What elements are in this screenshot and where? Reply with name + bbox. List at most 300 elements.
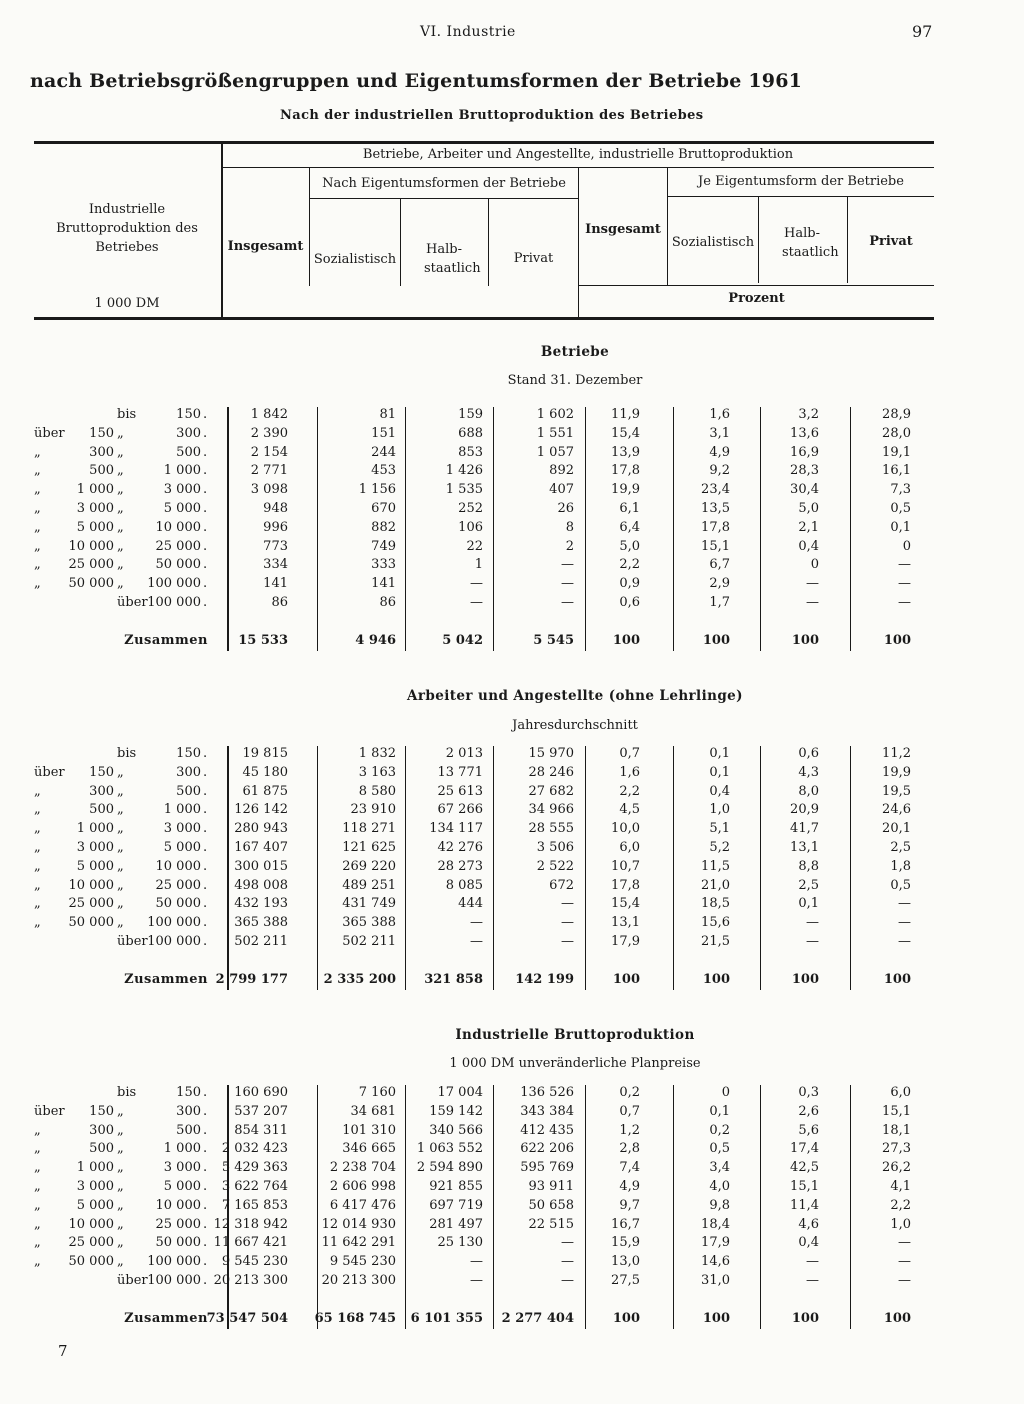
size-prefix: „: [34, 1235, 41, 1251]
pct-insgesamt: 10,7: [611, 858, 640, 874]
pct-privat: —: [898, 896, 911, 912]
header-divider-stub: [221, 144, 223, 318]
pct-insgesamt: 0,2: [619, 1085, 640, 1100]
total-pct-halbstaatlich: 100: [791, 633, 819, 648]
value-privat: 2: [565, 538, 574, 554]
pct-halbstaatlich: 20,9: [790, 802, 819, 818]
size-connector: „: [117, 1103, 124, 1119]
total-pct-halbstaatlich: 100: [791, 972, 819, 987]
size-connector: „: [117, 1235, 124, 1251]
pct-privat: 7,3: [890, 482, 911, 498]
value-halbstaatlich: —: [470, 934, 483, 949]
pct-insgesamt: 6,4: [619, 519, 640, 535]
pct-halbstaatlich: 8,8: [798, 858, 819, 874]
size-upper-bound: 150: [176, 407, 201, 422]
size-upper-bound: 500: [176, 1122, 201, 1138]
pct-halbstaatlich: 8,0: [798, 783, 819, 799]
value-sozialistisch: 7 160: [358, 1085, 396, 1100]
section-subtitle: Jahresdurchschnitt: [512, 718, 638, 733]
leader-dot: .: [203, 764, 208, 780]
table-row: [0, 405, 1024, 424]
pct-sozialistisch: 5,1: [709, 821, 730, 837]
value-insgesamt: 773: [263, 538, 288, 554]
value-privat: —: [561, 576, 574, 592]
table-row: [0, 763, 1024, 782]
size-lower-bound: 500: [89, 1141, 114, 1157]
size-connector: bis: [117, 1085, 137, 1100]
size-lower-bound: 50 000: [68, 576, 114, 592]
size-upper-bound: 25 000: [155, 877, 201, 893]
table-row: [0, 1233, 1024, 1252]
value-halbstaatlich: 2 013: [445, 746, 483, 761]
value-sozialistisch: 1 832: [358, 746, 396, 761]
value-sozialistisch: 6 417 476: [329, 1197, 396, 1213]
total-pct-sozialistisch: 100: [702, 633, 730, 648]
pct-halbstaatlich: 0,1: [798, 896, 819, 912]
pct-sozialistisch: 11,5: [701, 858, 730, 874]
leader-dot: .: [203, 407, 208, 422]
pct-insgesamt: 11,9: [611, 407, 640, 422]
value-sozialistisch: 269 220: [342, 858, 396, 874]
value-halbstaatlich: 921 855: [429, 1179, 483, 1194]
pct-privat: —: [898, 1235, 911, 1251]
value-insgesamt: 1 842: [250, 407, 288, 422]
value-sozialistisch: 151: [371, 425, 396, 441]
pct-privat: 19,1: [882, 444, 911, 460]
leader-dot: .: [203, 1085, 208, 1100]
value-insgesamt: 2 032 423: [221, 1141, 288, 1157]
pct-privat: 24,6: [882, 802, 911, 818]
size-connector: über: [117, 595, 148, 610]
value-insgesamt: 160 690: [234, 1085, 288, 1100]
value-privat: 1 602: [536, 407, 574, 422]
size-prefix: „: [34, 840, 41, 855]
pct-sozialistisch: 18,5: [701, 896, 730, 912]
col-header-pct-privat: Privat: [869, 234, 913, 249]
pct-insgesamt: 2,2: [619, 557, 640, 573]
pct-privat: 28,9: [882, 407, 911, 422]
pct-insgesamt: 13,9: [611, 444, 640, 460]
pct-sozialistisch: 23,4: [701, 482, 730, 498]
pct-insgesamt: 0,9: [619, 576, 640, 592]
pct-insgesamt: 15,9: [611, 1235, 640, 1251]
leader-dot: .: [203, 538, 208, 554]
total-insgesamt: 2 799 177: [215, 972, 288, 987]
value-insgesamt: 12 318 942: [213, 1216, 288, 1232]
pct-halbstaatlich: —: [806, 1273, 819, 1288]
pct-privat: 28,0: [882, 425, 911, 441]
pct-insgesamt: 2,8: [619, 1141, 640, 1157]
pct-insgesamt: 1,6: [619, 764, 640, 780]
size-connector: „: [117, 802, 124, 818]
table-row: [0, 537, 1024, 556]
value-insgesamt: 3 098: [250, 482, 288, 498]
pct-sozialistisch: 5,2: [709, 840, 730, 855]
total-row: [0, 970, 1024, 989]
size-lower-bound: 150: [89, 764, 114, 780]
pct-privat: 26,2: [882, 1160, 911, 1176]
pct-sozialistisch: 31,0: [701, 1273, 730, 1288]
leader-dot: .: [203, 877, 208, 893]
size-connector: über: [117, 934, 148, 949]
table-row: [0, 480, 1024, 499]
leader-dot: .: [203, 1103, 208, 1119]
page-number: 97: [912, 22, 933, 41]
size-prefix: „: [34, 557, 41, 573]
value-halbstaatlich: 444: [458, 896, 483, 912]
value-halbstaatlich: —: [470, 915, 483, 931]
value-insgesamt: 2 154: [250, 444, 288, 460]
value-privat: 136 526: [520, 1085, 574, 1100]
size-prefix: „: [34, 1254, 41, 1270]
size-upper-bound: 500: [176, 783, 201, 799]
size-connector: „: [117, 896, 124, 912]
total-pct-sozialistisch: 100: [702, 972, 730, 987]
pct-halbstaatlich: 42,5: [790, 1160, 819, 1176]
value-privat: 622 206: [520, 1141, 574, 1157]
value-privat: 22 515: [528, 1216, 574, 1232]
pct-privat: 1,0: [890, 1216, 911, 1232]
pct-sozialistisch: 0,2: [709, 1122, 730, 1138]
col-header-pct-halbstaatlich: Halb-staatlich: [782, 226, 839, 260]
value-sozialistisch: 882: [371, 519, 396, 535]
size-upper-bound: 10 000: [155, 1197, 201, 1213]
pct-halbstaatlich: 0,3: [798, 1085, 819, 1100]
value-insgesamt: 86: [271, 595, 288, 610]
pct-insgesamt: 5,0: [619, 538, 640, 554]
pct-privat: 0,5: [890, 501, 911, 516]
pct-privat: 11,2: [882, 746, 911, 761]
value-sozialistisch: 81: [379, 407, 396, 422]
pct-sozialistisch: 3,4: [709, 1160, 730, 1176]
value-halbstaatlich: 853: [458, 444, 483, 460]
pct-halbstaatlich: 2,1: [798, 519, 819, 535]
leader-dot: .: [203, 425, 208, 441]
pct-insgesamt: 16,7: [611, 1216, 640, 1232]
section-title: Betriebe: [540, 344, 610, 360]
size-upper-bound: 1 000: [163, 802, 201, 818]
size-lower-bound: 300: [89, 783, 114, 799]
leader-dot: .: [203, 519, 208, 535]
pct-sozialistisch: 21,5: [701, 934, 730, 949]
value-sozialistisch: 2 238 704: [329, 1160, 396, 1176]
size-connector: bis: [117, 746, 137, 761]
value-sozialistisch: 2 606 998: [329, 1179, 396, 1194]
pct-privat: 2,2: [890, 1197, 911, 1213]
value-privat: 26: [557, 501, 574, 516]
size-prefix: „: [34, 821, 41, 837]
value-sozialistisch: 670: [371, 501, 396, 516]
value-insgesamt: 498 008: [234, 877, 288, 893]
size-upper-bound: 10 000: [155, 858, 201, 874]
value-insgesamt: 11 667 421: [213, 1235, 288, 1251]
total-insgesamt: 73 547 504: [206, 1311, 288, 1326]
pct-halbstaatlich: —: [806, 1254, 819, 1270]
value-insgesamt: 126 142: [234, 802, 288, 818]
table-row: [0, 819, 1024, 838]
size-connector: „: [117, 501, 124, 516]
total-pct-privat: 100: [883, 633, 911, 648]
value-sozialistisch: 749: [371, 538, 396, 554]
pct-halbstaatlich: 2,5: [798, 877, 819, 893]
size-lower-bound: 500: [89, 802, 114, 818]
value-halbstaatlich: 67 266: [437, 802, 483, 818]
size-upper-bound: 25 000: [155, 1216, 201, 1232]
leader-dot: .: [203, 482, 208, 498]
total-pct-halbstaatlich: 100: [791, 1311, 819, 1326]
size-upper-bound: 5 000: [163, 501, 201, 516]
col-header-pct-sozialistisch: Sozialistisch: [671, 235, 755, 250]
size-upper-bound: 500: [176, 444, 201, 460]
pct-insgesamt: 0,7: [619, 1103, 640, 1119]
value-sozialistisch: 23 910: [350, 802, 396, 818]
value-sozialistisch: 489 251: [342, 877, 396, 893]
table-row: [0, 1271, 1024, 1290]
value-halbstaatlich: 42 276: [437, 840, 483, 855]
pct-sozialistisch: 2,9: [709, 576, 730, 592]
size-upper-bound: 25 000: [155, 538, 201, 554]
size-upper-bound: 3 000: [163, 1160, 201, 1176]
running-head: VI. Industrie: [420, 24, 516, 40]
pct-halbstaatlich: 13,1: [790, 840, 819, 855]
header-divider-abs-group: [310, 198, 578, 199]
pct-insgesamt: 17,9: [611, 934, 640, 949]
pct-halbstaatlich: —: [806, 934, 819, 949]
table-row: [0, 894, 1024, 913]
pct-insgesamt: 13,0: [611, 1254, 640, 1270]
value-privat: —: [561, 915, 574, 931]
value-sozialistisch: 101 310: [342, 1122, 396, 1138]
section-subtitle: Stand 31. Dezember: [507, 373, 643, 388]
value-halbstaatlich: 1 535: [445, 482, 483, 498]
value-insgesamt: 2 771: [250, 463, 288, 479]
size-connector: „: [117, 519, 124, 535]
value-sozialistisch: 9 545 230: [329, 1254, 396, 1270]
value-sozialistisch: 12 014 930: [321, 1216, 396, 1232]
size-upper-bound: 300: [176, 764, 201, 780]
size-connector: „: [117, 1179, 124, 1194]
pct-sozialistisch: 14,6: [701, 1254, 730, 1270]
total-sozialistisch: 4 946: [355, 633, 396, 648]
size-prefix: „: [34, 576, 41, 592]
pct-privat: 0,1: [890, 519, 911, 535]
total-pct-sozialistisch: 100: [702, 1311, 730, 1326]
value-privat: 34 966: [528, 802, 574, 818]
pct-halbstaatlich: 4,6: [798, 1216, 819, 1232]
total-pct-insgesamt: 100: [612, 972, 640, 987]
section-title: Arbeiter und Angestellte (ohne Lehrlinge): [407, 688, 743, 704]
leader-dot: .: [203, 463, 208, 479]
value-halbstaatlich: 2 594 890: [416, 1160, 483, 1176]
leader-dot: .: [203, 821, 208, 837]
pct-insgesamt: 15,4: [611, 425, 640, 441]
size-prefix: „: [34, 1216, 41, 1232]
size-upper-bound: 150: [176, 1085, 201, 1100]
col-header-privat: Privat: [513, 251, 554, 266]
size-connector: „: [117, 821, 124, 837]
total-insgesamt: 15 533: [238, 633, 288, 648]
leader-dot: .: [203, 1179, 208, 1194]
table-row: [0, 518, 1024, 537]
size-connector: „: [117, 557, 124, 573]
size-connector: „: [117, 444, 124, 460]
pct-halbstaatlich: 28,3: [790, 463, 819, 479]
value-privat: 28 555: [528, 821, 574, 837]
table-row: [0, 1252, 1024, 1271]
value-halbstaatlich: 13 771: [437, 764, 483, 780]
pct-sozialistisch: 18,4: [701, 1216, 730, 1232]
size-connector: „: [117, 783, 124, 799]
value-halbstaatlich: —: [470, 1273, 483, 1288]
size-connector: „: [117, 1254, 124, 1270]
value-privat: 93 911: [528, 1179, 574, 1194]
pct-insgesamt: 17,8: [611, 877, 640, 893]
value-insgesamt: 432 193: [234, 896, 288, 912]
size-prefix: „: [34, 783, 41, 799]
value-sozialistisch: 431 749: [342, 896, 396, 912]
value-insgesamt: 167 407: [234, 840, 288, 855]
total-sozialistisch: 2 335 200: [323, 972, 396, 987]
value-halbstaatlich: 22: [466, 538, 483, 554]
size-prefix: „: [34, 802, 41, 818]
pct-privat: 20,1: [882, 821, 911, 837]
size-lower-bound: 3 000: [76, 840, 114, 855]
leader-dot: .: [203, 915, 208, 931]
pct-insgesamt: 4,9: [619, 1179, 640, 1194]
pct-halbstaatlich: 4,3: [798, 764, 819, 780]
value-halbstaatlich: 688: [458, 425, 483, 441]
value-privat: 343 384: [520, 1103, 574, 1119]
value-insgesamt: 61 875: [242, 783, 288, 799]
size-upper-bound: 150: [176, 746, 201, 761]
value-sozialistisch: 333: [371, 557, 396, 573]
total-privat: 142 199: [515, 972, 574, 987]
size-connector: „: [117, 1197, 124, 1213]
leader-dot: .: [203, 934, 208, 949]
value-halbstaatlich: 1 426: [445, 463, 483, 479]
value-privat: 2 522: [536, 858, 574, 874]
size-connector: „: [117, 764, 124, 780]
size-connector: über: [117, 1273, 148, 1288]
size-lower-bound: 300: [89, 1122, 114, 1138]
pct-sozialistisch: 15,1: [701, 538, 730, 554]
value-sozialistisch: 244: [371, 444, 396, 460]
pct-insgesamt: 9,7: [619, 1197, 640, 1213]
section-title: Industrielle Bruttoproduktion: [455, 1027, 695, 1043]
pct-privat: —: [898, 1254, 911, 1270]
size-prefix: „: [34, 1179, 41, 1194]
table-row: [0, 443, 1024, 462]
table-row: [0, 1102, 1024, 1121]
table-row: [0, 857, 1024, 876]
pct-insgesamt: 10,0: [611, 821, 640, 837]
value-privat: 28 246: [528, 764, 574, 780]
pct-insgesamt: 6,1: [619, 501, 640, 516]
size-prefix: „: [34, 482, 41, 498]
table-row: [0, 499, 1024, 518]
value-privat: —: [561, 1254, 574, 1270]
pct-sozialistisch: 6,7: [709, 557, 730, 573]
stub-unit: 1 000 DM: [94, 296, 160, 311]
header-divider-abs-halb: [488, 199, 489, 286]
pct-privat: 0: [902, 538, 911, 554]
size-lower-bound: 1 000: [76, 1160, 114, 1176]
header-divider-abs-soz: [400, 199, 401, 286]
size-connector: „: [117, 538, 124, 554]
value-privat: 15 970: [528, 746, 574, 761]
value-privat: 672: [549, 877, 574, 893]
col-group-eigentumsformen: Nach Eigentumsformen der Betriebe: [322, 176, 566, 191]
pct-sozialistisch: 17,8: [701, 519, 730, 535]
size-prefix: über: [34, 1103, 65, 1119]
table-row: [0, 1177, 1024, 1196]
pct-sozialistisch: 1,6: [709, 407, 730, 422]
size-prefix: „: [34, 1160, 41, 1176]
value-privat: 407: [549, 482, 574, 498]
pct-sozialistisch: 17,9: [701, 1235, 730, 1251]
value-sozialistisch: 118 271: [342, 821, 396, 837]
leader-dot: .: [203, 858, 208, 874]
pct-halbstaatlich: 17,4: [790, 1141, 819, 1157]
value-privat: —: [561, 1235, 574, 1251]
value-privat: 8: [565, 519, 574, 535]
table-row: [0, 593, 1024, 612]
value-halbstaatlich: 25 130: [437, 1235, 483, 1251]
pct-insgesamt: 6,0: [619, 840, 640, 855]
pct-halbstaatlich: 5,6: [798, 1122, 819, 1138]
pct-halbstaatlich: 0,4: [798, 1235, 819, 1251]
table-row: [0, 1139, 1024, 1158]
pct-halbstaatlich: 13,6: [790, 425, 819, 441]
pct-insgesamt: 19,9: [611, 482, 640, 498]
size-lower-bound: 3 000: [76, 501, 114, 516]
top-header: Betriebe, Arbeiter und Angestellte, industrielle Bruttoproduktion: [362, 147, 794, 162]
size-lower-bound: 5 000: [76, 519, 114, 535]
pct-sozialistisch: 0,1: [709, 764, 730, 780]
value-halbstaatlich: 28 273: [437, 858, 483, 874]
value-privat: —: [561, 934, 574, 949]
pct-insgesamt: 1,2: [619, 1122, 640, 1138]
size-upper-bound: 300: [176, 1103, 201, 1119]
table-row: [0, 555, 1024, 574]
size-connector: „: [117, 858, 124, 874]
value-insgesamt: 9 545 230: [221, 1254, 288, 1270]
pct-insgesamt: 27,5: [611, 1273, 640, 1288]
total-pct-insgesamt: 100: [612, 633, 640, 648]
table-row: [0, 838, 1024, 857]
size-prefix: „: [34, 1141, 41, 1157]
value-sozialistisch: 11 642 291: [321, 1235, 396, 1251]
table-row: [0, 461, 1024, 480]
size-prefix: „: [34, 463, 41, 479]
value-halbstaatlich: 281 497: [429, 1216, 483, 1232]
value-insgesamt: 502 211: [234, 934, 288, 949]
value-sozialistisch: 502 211: [342, 934, 396, 949]
col-unit-prozent: Prozent: [728, 291, 785, 306]
value-halbstaatlich: 106: [458, 519, 483, 535]
pct-privat: —: [898, 576, 911, 592]
value-insgesamt: 996: [263, 519, 288, 535]
pct-sozialistisch: 0,1: [709, 746, 730, 761]
pct-halbstaatlich: 0,6: [798, 746, 819, 761]
pct-sozialistisch: 0,4: [709, 783, 730, 799]
leader-dot: .: [203, 896, 208, 912]
leader-dot: .: [203, 783, 208, 799]
value-sozialistisch: 121 625: [342, 840, 396, 855]
col-header-insgesamt: Insgesamt: [227, 239, 304, 254]
leader-dot: .: [203, 1254, 208, 1270]
leader-dot: .: [203, 595, 208, 610]
